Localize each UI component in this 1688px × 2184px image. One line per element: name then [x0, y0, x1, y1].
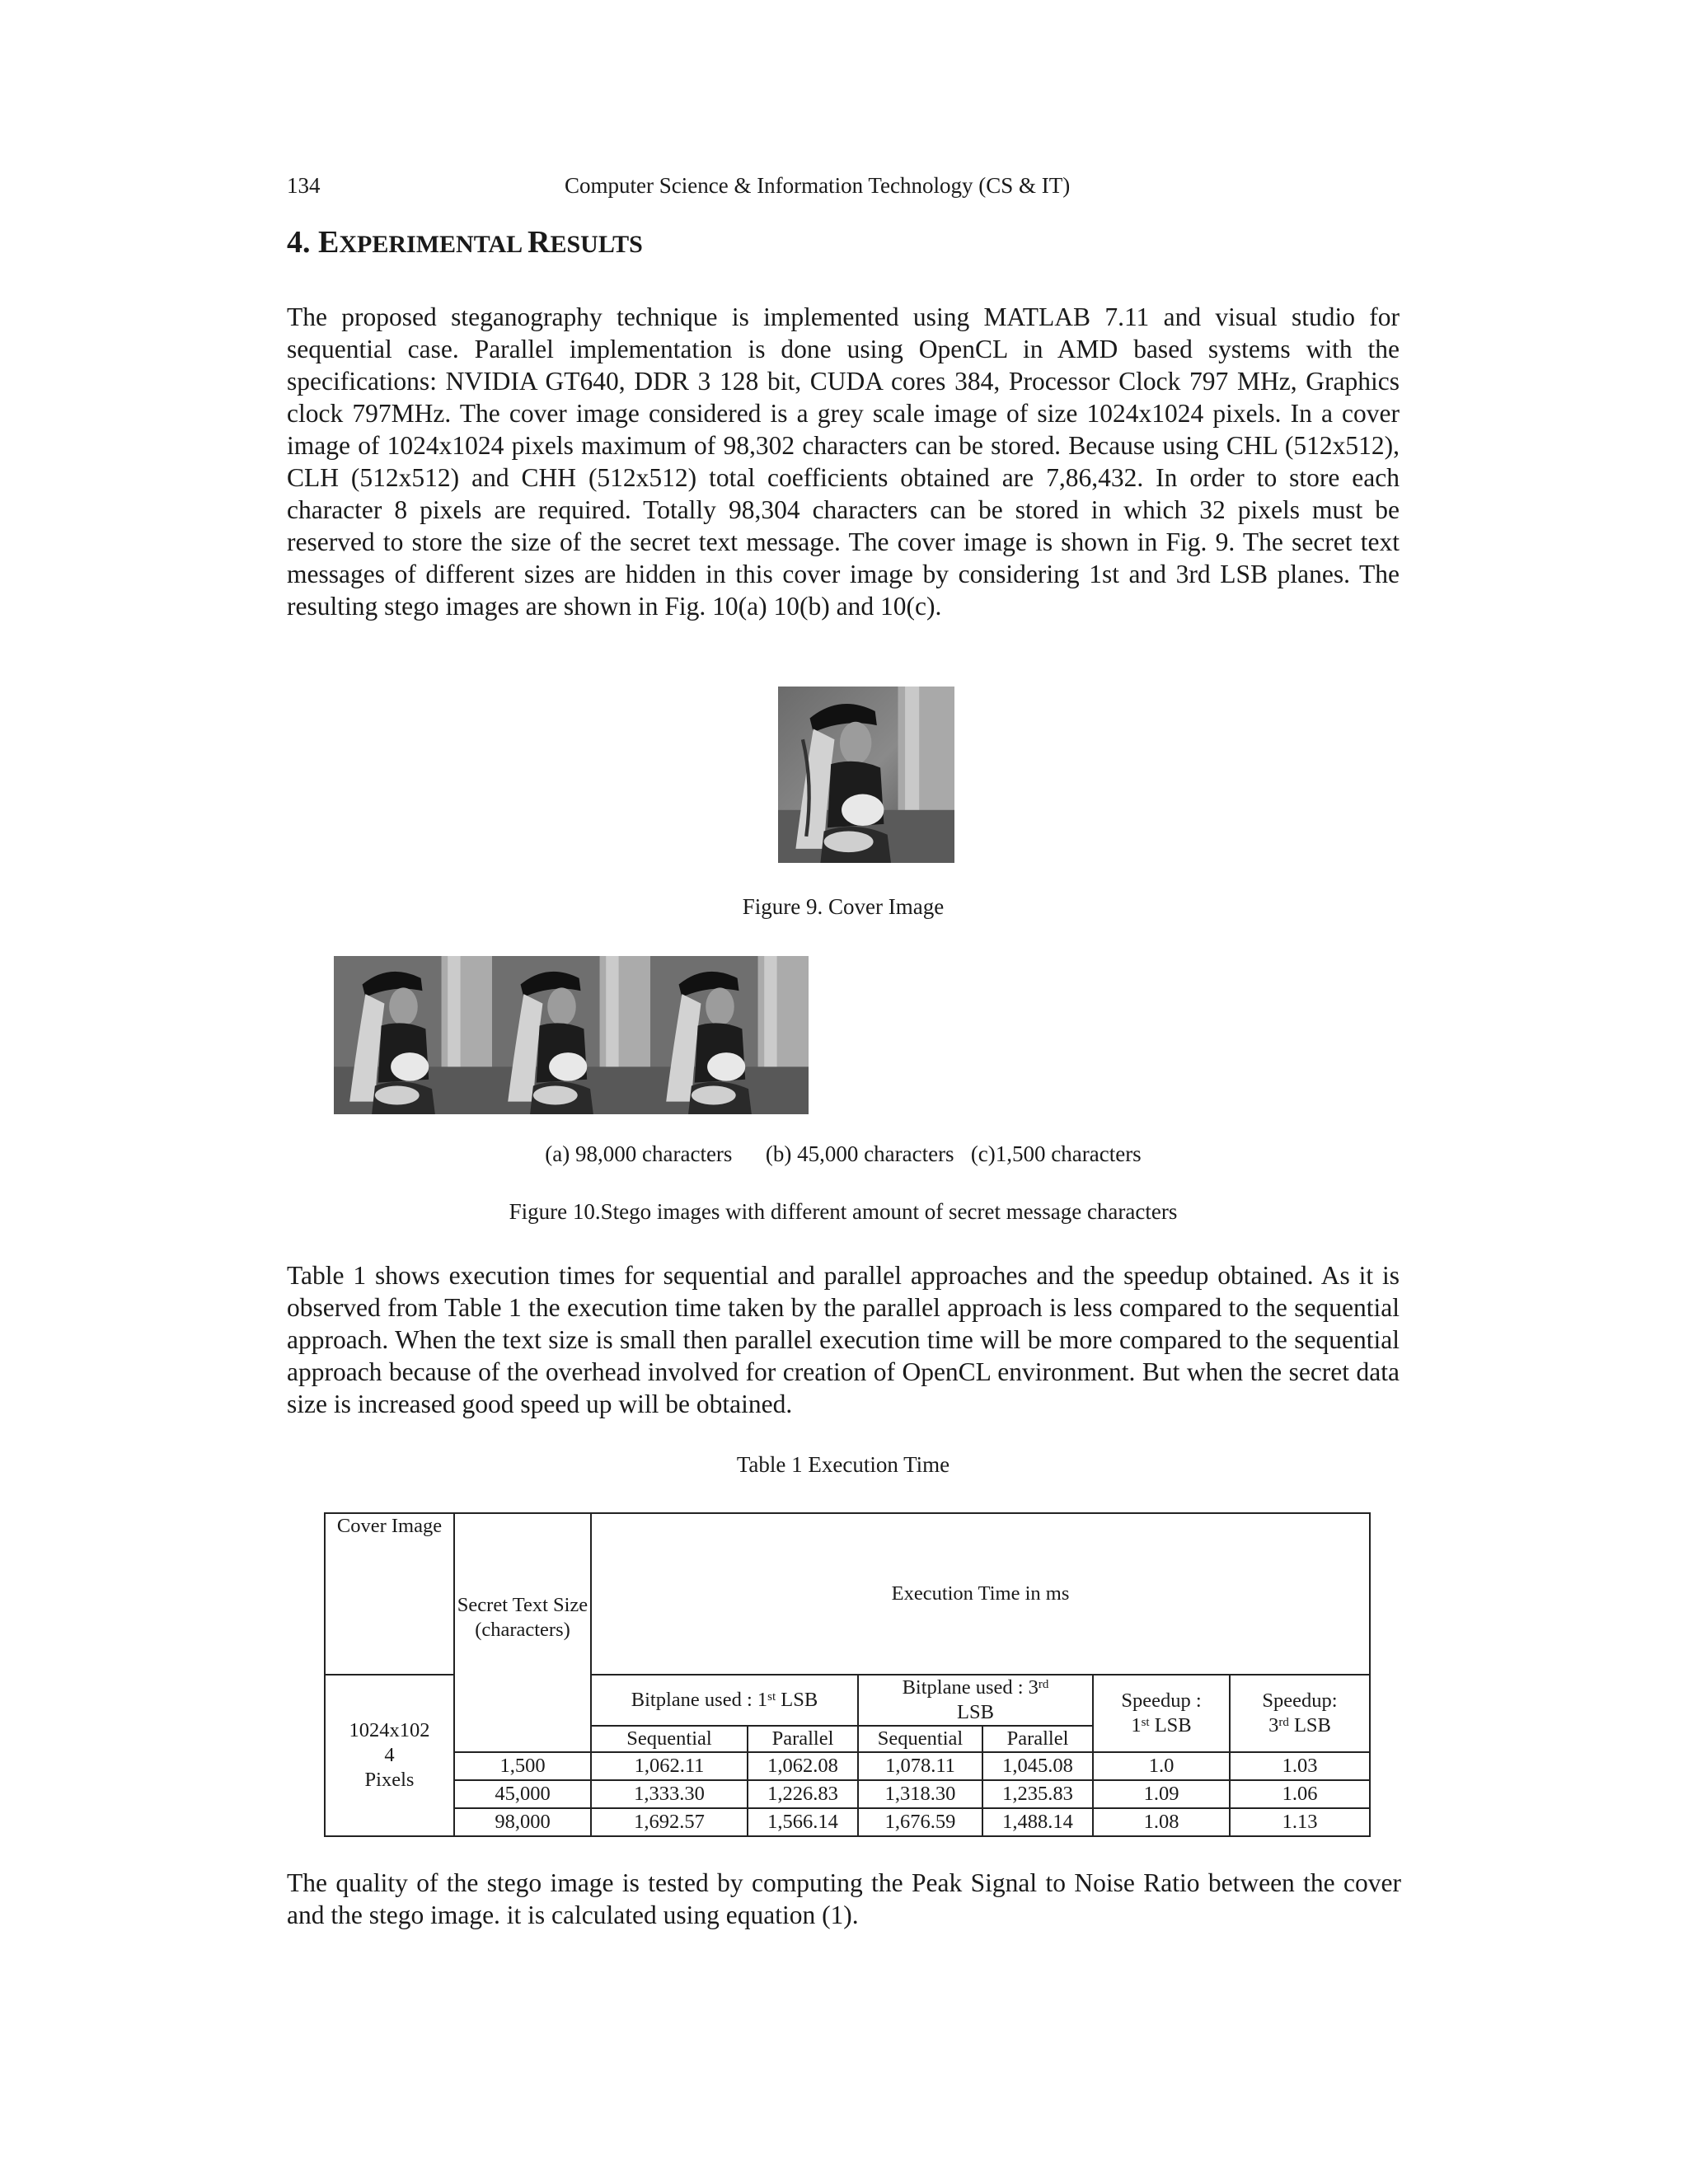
- execution-time-table: [324, 1512, 1371, 1837]
- cell-par-3rd: 1,488.14: [982, 1808, 1093, 1836]
- cell-par-1st: 1,226.83: [748, 1780, 858, 1808]
- table-row: [325, 1780, 1370, 1808]
- header-bitplane-1st-pre: Bitplane used : 1: [631, 1689, 768, 1711]
- cover-image-photo: [778, 687, 954, 863]
- cover-size-line-3: Pixels: [364, 1769, 415, 1791]
- section-title-small-2: ESULTS: [550, 231, 643, 258]
- header-sequential-3rd: Sequential: [858, 1726, 982, 1752]
- cell-size: 98,000: [454, 1808, 591, 1836]
- cell-speedup-3rd: 1.06: [1230, 1780, 1370, 1808]
- header-speedup-3rd-pre: Speedup:: [1262, 1690, 1338, 1712]
- section-title-cap-e: E: [318, 225, 340, 260]
- body-paragraph-3: The quality of the stego image is tested by computing the Peak Signal to Noise Ratio between the cover and the stego image. it is calculated using equation (1).: [287, 1868, 1401, 1929]
- cell-par-1st: 1,062.08: [748, 1752, 858, 1780]
- header-speedup-3rd: [1230, 1675, 1370, 1752]
- header-bitplane-3rd-post: LSB: [957, 1701, 994, 1723]
- cell-seq-1st: 1,692.57: [591, 1808, 748, 1836]
- header-speedup-1st: [1093, 1675, 1230, 1752]
- cell-speedup-1st: 1.08: [1093, 1808, 1230, 1836]
- table-row: [325, 1808, 1370, 1836]
- header-parallel-1st: Parallel: [748, 1726, 858, 1752]
- header-speedup-1st-post: LSB: [1149, 1714, 1192, 1736]
- header-speedup-3rd-sup: rd: [1278, 1716, 1289, 1729]
- stego-image-b: [492, 956, 650, 1114]
- header-bitplane-1st: [591, 1675, 858, 1726]
- header-bitplane-3rd: [858, 1675, 1093, 1726]
- figure-10-caption: Figure 10.Stego images with different amount of secret message characters: [509, 1199, 1178, 1224]
- header-execution-time: Execution Time in ms: [591, 1513, 1370, 1675]
- cell-seq-1st: 1,062.11: [591, 1752, 748, 1780]
- section-number: 4.: [287, 225, 318, 260]
- cell-size: 1,500: [454, 1752, 591, 1780]
- figure-10-subcaptions: (a) 98,000 characters (b) 45,000 characters (c)1,500 characters: [545, 1141, 1142, 1166]
- cover-size-cell: [325, 1675, 454, 1836]
- table-row: [325, 1752, 1370, 1780]
- cover-size-line-2: 4: [384, 1744, 395, 1766]
- header-bitplane-3rd-sup: rd: [1038, 1678, 1049, 1691]
- header-secret-text-size: Secret Text Size (characters): [454, 1513, 591, 1752]
- header-bitplane-1st-sup: st: [767, 1690, 776, 1704]
- header-parallel-3rd: Parallel: [982, 1726, 1093, 1752]
- header-speedup-1st-pre: Speedup :: [1121, 1690, 1202, 1712]
- section-heading: [287, 224, 643, 260]
- header-speedup-1st-sup: st: [1141, 1716, 1150, 1729]
- section-title-cap-r: R: [528, 225, 551, 260]
- stego-image-a: [334, 956, 492, 1114]
- figure-9-caption: Figure 9. Cover Image: [742, 894, 945, 919]
- section-title-small-1: XPERIMENTAL: [339, 231, 528, 258]
- cell-size: 45,000: [454, 1780, 591, 1808]
- cover-size-line-1: 1024x102: [349, 1719, 430, 1741]
- header-bitplane-3rd-pre: Bitplane used : 3: [902, 1676, 1039, 1699]
- header-speedup-1st-num: 1: [1131, 1714, 1142, 1736]
- body-paragraph-1: The proposed steganography technique is implemented using MATLAB 7.11 and visual studio for sequential case. Parallel implementation is done using OpenCL in AMD based systems with the specifications: NVIDIA GT640, DDR 3 128 bit, CUDA cores 384, Processor Clock 797 MHz, Graphics clock 797MHz. The cover image considered is a grey scale image of size 1024x1024 pixels. In a cover image of 1024x1024 pixels maximum of 98,302 characters can be stored. Because using CHL (512x512), CLH (512x512) and CHH (512x512) total coefficients obtained are 7,86,432. In order to store each character 8 pixels are required. Totally 98,304 characters can be stored in which 32 pixels must be reserved to store the size of the secret text message. The cover image is shown in Fig. 9. The secret text messages of different sizes are hidden in this cover image by considering 1st and 3rd LSB planes. The resulting stego images are shown in Fig. 10(a) 10(b) and 10(c).: [287, 302, 1400, 621]
- body-paragraph-2: Table 1 shows execution times for sequential and parallel approaches and the speedup obtained. As it is observed from Table 1 the execution time taken by the parallel approach is less compared to the sequential approach. When the text size is small then parallel execution time will be more compared to the sequential approach because of the overhead involved for creation of OpenCL environment. But when the secret data size is increased good speed up will be obtained.: [287, 1261, 1400, 1418]
- header-speedup-3rd-num: 3: [1268, 1714, 1279, 1736]
- header-sequential-1st: Sequential: [591, 1726, 748, 1752]
- running-header: Computer Science & Information Technology (CS & IT): [565, 173, 1071, 198]
- cell-seq-3rd: 1,676.59: [858, 1808, 982, 1836]
- header-bitplane-1st-post: LSB: [776, 1689, 818, 1711]
- cell-seq-3rd: 1,318.30: [858, 1780, 982, 1808]
- cell-seq-1st: 1,333.30: [591, 1780, 748, 1808]
- header-cover-image: Cover Image: [325, 1513, 454, 1675]
- stego-image-c: [650, 956, 809, 1114]
- cell-speedup-3rd: 1.13: [1230, 1808, 1370, 1836]
- page-number: 134: [287, 173, 321, 198]
- header-speedup-3rd-post: LSB: [1288, 1714, 1331, 1736]
- cell-speedup-1st: 1.09: [1093, 1780, 1230, 1808]
- cell-speedup-1st: 1.0: [1093, 1752, 1230, 1780]
- cell-par-3rd: 1,045.08: [982, 1752, 1093, 1780]
- table-1-caption: Table 1 Execution Time: [736, 1452, 950, 1477]
- cell-par-1st: 1,566.14: [748, 1808, 858, 1836]
- cell-par-3rd: 1,235.83: [982, 1780, 1093, 1808]
- cell-speedup-3rd: 1.03: [1230, 1752, 1370, 1780]
- cell-seq-3rd: 1,078.11: [858, 1752, 982, 1780]
